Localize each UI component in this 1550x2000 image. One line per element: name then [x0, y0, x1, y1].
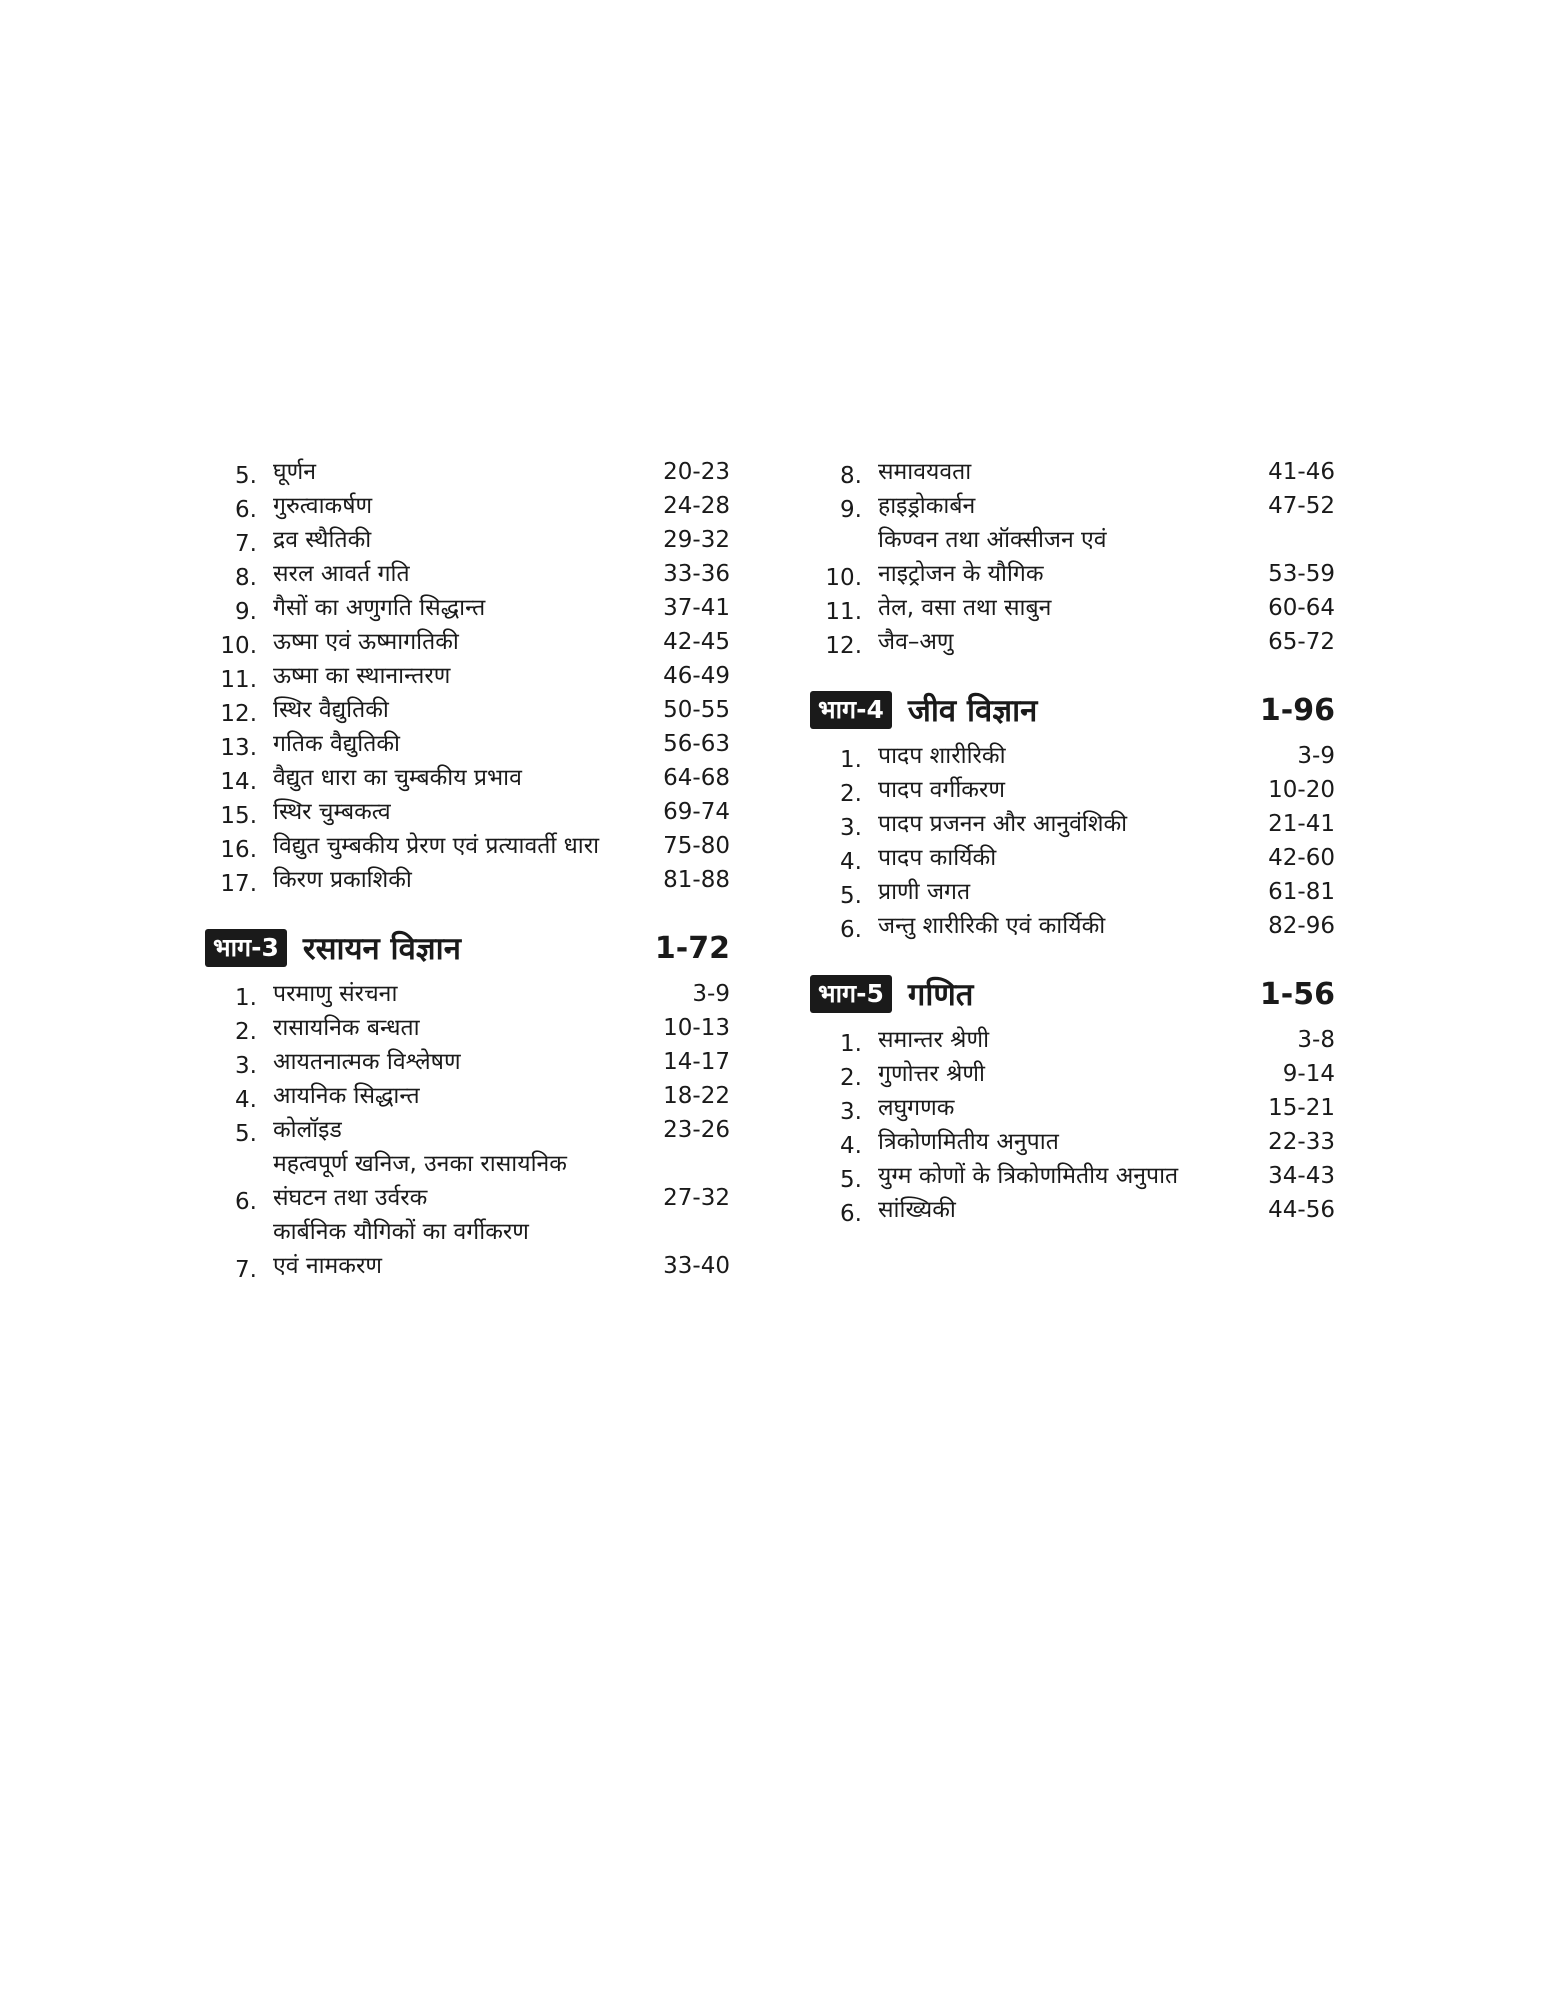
- entry-number: 11.: [220, 667, 257, 693]
- entry-page-range: 27-32: [663, 1185, 730, 1211]
- toc-entry: [205, 761, 730, 795]
- section-badge: भाग-4: [810, 691, 892, 729]
- toc-entry: [810, 489, 1335, 523]
- toc-entry: [205, 1113, 730, 1147]
- entry-page-range: 56-63: [663, 731, 730, 757]
- entry-number: 17.: [220, 871, 257, 897]
- entry-title: [878, 625, 1235, 659]
- entry-page-range: 82-96: [1268, 913, 1335, 939]
- toc-entry: [810, 455, 1335, 489]
- entry-list: [810, 739, 1335, 943]
- toc-entry: [810, 739, 1335, 773]
- entry-title: [878, 807, 1235, 841]
- entry-title: [273, 489, 630, 523]
- entry-list: [205, 977, 730, 1283]
- entry-title: [878, 909, 1235, 943]
- entry-list: [810, 1023, 1335, 1227]
- entry-title: [878, 739, 1235, 773]
- entry-number: 3.: [840, 815, 862, 841]
- entry-title-line: किरण प्रकाशिकी: [273, 867, 412, 893]
- entry-title-line: गतिक वैद्युतिकी: [273, 731, 400, 757]
- entry-title-line: पादप कार्यिकी: [878, 845, 997, 871]
- entry-title: [878, 875, 1235, 909]
- entry-number: 15.: [220, 803, 257, 829]
- entry-title-line: ऊष्मा एवं ऊष्मागतिकी: [273, 629, 459, 655]
- section-header: [810, 689, 1335, 731]
- entry-title-line: पादप वर्गीकरण: [878, 777, 1006, 803]
- entry-page-range: 24-28: [663, 493, 730, 519]
- entry-number: 9.: [840, 497, 862, 523]
- entry-list: [810, 455, 1335, 659]
- entry-title-line: पादप शारीरिकी: [878, 743, 1006, 769]
- entry-title: [273, 863, 630, 897]
- entry-list: [205, 455, 730, 897]
- section-page-range: 1-72: [654, 930, 730, 966]
- entry-number: 1.: [840, 1031, 862, 1057]
- entry-title-line: घूर्णन: [273, 459, 316, 485]
- section-title: रसायन विज्ञान: [302, 931, 461, 967]
- entry-number: 2.: [840, 781, 862, 807]
- entry-page-range: 10-20: [1268, 777, 1335, 803]
- section-title: गणित: [907, 977, 974, 1013]
- entry-page-range: 64-68: [663, 765, 730, 791]
- entry-number: 7.: [235, 1257, 257, 1283]
- entry-number: 10.: [220, 633, 257, 659]
- entry-title: [878, 1091, 1235, 1125]
- entry-title-line: विद्युत चुम्बकीय प्रेरण एवं प्रत्यावर्ती धारा: [273, 833, 600, 859]
- toc-entry: [205, 1079, 730, 1113]
- entry-page-range: 21-41: [1268, 811, 1335, 837]
- toc-entry: [810, 1091, 1335, 1125]
- toc-entry: [205, 1215, 730, 1283]
- entry-title-line: स्थिर चुम्बकत्व: [273, 799, 391, 825]
- entry-title-line: ऊष्मा का स्थानान्तरण: [273, 663, 451, 689]
- entry-title-line: वैद्युत धारा का चुम्बकीय प्रभाव: [273, 765, 522, 791]
- entry-title-line: त्रिकोणमितीय अनुपात: [878, 1129, 1059, 1155]
- toc-entry: [205, 557, 730, 591]
- toc-entry: [205, 1011, 730, 1045]
- entry-title: [273, 523, 630, 557]
- entry-number: 14.: [220, 769, 257, 795]
- toc-entry: [205, 659, 730, 693]
- entry-page-range: 14-17: [663, 1049, 730, 1075]
- entry-number: 5.: [235, 1121, 257, 1147]
- toc-entry: [205, 489, 730, 523]
- toc-entry: [205, 1147, 730, 1215]
- entry-title: [273, 659, 630, 693]
- entry-title: [878, 1159, 1235, 1193]
- entry-number: 11.: [825, 599, 862, 625]
- section-badge: भाग-5: [810, 975, 892, 1013]
- entry-number: 8.: [840, 463, 862, 489]
- toc-entry: [205, 625, 730, 659]
- toc-entry: [810, 1023, 1335, 1057]
- entry-title: [273, 1147, 630, 1215]
- entry-page-range: 37-41: [663, 595, 730, 621]
- entry-number: 6.: [840, 1201, 862, 1227]
- entry-title-line: तेल, वसा तथा साबुन: [878, 595, 1052, 621]
- entry-page-range: 33-40: [663, 1253, 730, 1279]
- entry-title-line: युग्म कोणों के त्रिकोणमितीय अनुपात: [878, 1163, 1179, 1189]
- toc-entry: [810, 1057, 1335, 1091]
- entry-number: 6.: [840, 917, 862, 943]
- entry-page-range: 69-74: [663, 799, 730, 825]
- toc-entry: [205, 829, 730, 863]
- entry-page-range: 42-45: [663, 629, 730, 655]
- entry-title: [878, 523, 1235, 591]
- entry-number: 13.: [220, 735, 257, 761]
- entry-page-range: 3-9: [1297, 743, 1335, 769]
- toc-entry: [205, 523, 730, 557]
- entry-title-line: हाइड्रोकार्बन: [878, 493, 976, 519]
- entry-page-range: 18-22: [663, 1083, 730, 1109]
- toc-entry: [810, 807, 1335, 841]
- toc-entry: [205, 693, 730, 727]
- toc-entry: [205, 455, 730, 489]
- entry-title-line: रासायनिक बन्धता: [273, 1015, 420, 1041]
- entry-title: [273, 1045, 630, 1079]
- entry-number: 5.: [235, 463, 257, 489]
- entry-title-line: समावयवता: [878, 459, 972, 485]
- entry-title-line: प्राणी जगत: [878, 879, 971, 905]
- entry-number: 3.: [235, 1053, 257, 1079]
- entry-number: 8.: [235, 565, 257, 591]
- entry-title: [273, 829, 630, 863]
- entry-page-range: 53-59: [1268, 561, 1335, 587]
- entry-title: [878, 1023, 1235, 1057]
- entry-title: [273, 1113, 630, 1147]
- entry-title: [273, 1079, 630, 1113]
- entry-title: [878, 1057, 1235, 1091]
- entry-number: 12.: [220, 701, 257, 727]
- entry-title: [878, 591, 1235, 625]
- entry-title-line: पादप प्रजनन और आनुवंशिकी: [878, 811, 1128, 837]
- entry-page-range: 3-8: [1297, 1027, 1335, 1053]
- entry-number: 4.: [840, 849, 862, 875]
- entry-page-range: 23-26: [663, 1117, 730, 1143]
- entry-number: 10.: [825, 565, 862, 591]
- entry-page-range: 47-52: [1268, 493, 1335, 519]
- entry-title-line: नाइट्रोजन के यौगिक: [878, 561, 1044, 587]
- entry-number: 9.: [235, 599, 257, 625]
- entry-title-line: सांख्यिकी: [878, 1197, 956, 1223]
- entry-title-line: जैव–अणु: [878, 629, 954, 655]
- section-badge: भाग-3: [205, 929, 287, 967]
- toc-entry: [205, 863, 730, 897]
- entry-number: 1.: [235, 985, 257, 1011]
- entry-title-line: जन्तु शारीरिकी एवं कार्यिकी: [878, 913, 1106, 939]
- entry-title: [273, 455, 630, 489]
- section-title: जीव विज्ञान: [907, 693, 1038, 729]
- entry-page-range: 29-32: [663, 527, 730, 553]
- entry-page-range: 3-9: [692, 981, 730, 1007]
- entry-page-range: 44-56: [1268, 1197, 1335, 1223]
- entry-number: 2.: [235, 1019, 257, 1045]
- entry-number: 4.: [235, 1087, 257, 1113]
- toc-entry: [810, 1159, 1335, 1193]
- entry-title-line: महत्वपूर्ण खनिज, उनका रासायनिक: [273, 1151, 567, 1177]
- entry-number: 6.: [235, 1189, 257, 1215]
- entry-page-range: 60-64: [1268, 595, 1335, 621]
- entry-title: [878, 1193, 1235, 1227]
- toc-entry: [205, 795, 730, 829]
- toc-entry: [810, 875, 1335, 909]
- section-header: [810, 973, 1335, 1015]
- entry-title: [273, 591, 630, 625]
- toc-entry: [205, 1045, 730, 1079]
- entry-title: [273, 727, 630, 761]
- toc-entry: [810, 591, 1335, 625]
- toc-entry: [205, 591, 730, 625]
- entry-title-line: संघटन तथा उर्वरक: [273, 1185, 428, 1211]
- entry-title: [273, 1011, 630, 1045]
- entry-title-line: गुणोत्तर श्रेणी: [878, 1061, 986, 1087]
- entry-page-range: 50-55: [663, 697, 730, 723]
- entry-title: [878, 841, 1235, 875]
- entry-title-line: समान्तर श्रेणी: [878, 1027, 990, 1053]
- entry-page-range: 61-81: [1268, 879, 1335, 905]
- entry-number: 2.: [840, 1065, 862, 1091]
- entry-number: 1.: [840, 747, 862, 773]
- entry-title-line: किण्वन तथा ऑक्सीजन एवं: [878, 527, 1107, 553]
- entry-title-line: सरल आवर्त गति: [273, 561, 410, 587]
- entry-page-range: 15-21: [1268, 1095, 1335, 1121]
- entry-page-range: 65-72: [1268, 629, 1335, 655]
- entry-number: 12.: [825, 633, 862, 659]
- entry-title-line: स्थिर वैद्युतिकी: [273, 697, 389, 723]
- entry-title: [878, 455, 1235, 489]
- entry-title: [273, 977, 630, 1011]
- entry-title-line: परमाणु संरचना: [273, 981, 398, 1007]
- entry-title-line: एवं नामकरण: [273, 1253, 382, 1279]
- entry-title: [273, 693, 630, 727]
- entry-title-line: द्रव स्थैतिकी: [273, 527, 372, 553]
- entry-number: 3.: [840, 1099, 862, 1125]
- entry-page-range: 22-33: [1268, 1129, 1335, 1155]
- toc-right-column: [810, 455, 1335, 1227]
- entry-title-line: गुरुत्वाकर्षण: [273, 493, 373, 519]
- toc-entry: [810, 773, 1335, 807]
- entry-title-line: आयतनात्मक विश्लेषण: [273, 1049, 461, 1075]
- section-header: [205, 927, 730, 969]
- entry-title-line: लघुगणक: [878, 1095, 955, 1121]
- toc-entry: [810, 523, 1335, 591]
- toc-entry: [810, 1125, 1335, 1159]
- entry-title-line: कोलॉइड: [273, 1117, 342, 1143]
- entry-title: [273, 761, 630, 795]
- toc-left-column: [205, 455, 730, 1283]
- entry-page-range: 20-23: [663, 459, 730, 485]
- entry-title: [273, 795, 630, 829]
- entry-number: 6.: [235, 497, 257, 523]
- toc-entry: [205, 977, 730, 1011]
- toc-entry: [810, 909, 1335, 943]
- toc-entry: [205, 727, 730, 761]
- entry-page-range: 9-14: [1282, 1061, 1335, 1087]
- entry-title-line: गैसों का अणुगति सिद्धान्त: [273, 595, 486, 621]
- entry-title: [878, 1125, 1235, 1159]
- entry-title: [878, 773, 1235, 807]
- entry-number: 4.: [840, 1133, 862, 1159]
- entry-title-line: आयनिक सिद्धान्त: [273, 1083, 420, 1109]
- toc-entry: [810, 1193, 1335, 1227]
- entry-page-range: 33-36: [663, 561, 730, 587]
- entry-page-range: 34-43: [1268, 1163, 1335, 1189]
- toc-entry: [810, 841, 1335, 875]
- entry-number: 5.: [840, 1167, 862, 1193]
- entry-title: [273, 1215, 630, 1283]
- entry-number: 16.: [220, 837, 257, 863]
- entry-title: [273, 625, 630, 659]
- toc-entry: [810, 625, 1335, 659]
- entry-page-range: 10-13: [663, 1015, 730, 1041]
- section-page-range: 1-56: [1259, 976, 1335, 1012]
- entry-page-range: 46-49: [663, 663, 730, 689]
- section-page-range: 1-96: [1259, 692, 1335, 728]
- entry-title: [273, 557, 630, 591]
- entry-page-range: 75-80: [663, 833, 730, 859]
- entry-title: [878, 489, 1235, 523]
- entry-title-line: कार्बनिक यौगिकों का वर्गीकरण: [273, 1219, 529, 1245]
- entry-page-range: 41-46: [1268, 459, 1335, 485]
- entry-page-range: 81-88: [663, 867, 730, 893]
- entry-page-range: 42-60: [1268, 845, 1335, 871]
- entry-number: 5.: [840, 883, 862, 909]
- entry-number: 7.: [235, 531, 257, 557]
